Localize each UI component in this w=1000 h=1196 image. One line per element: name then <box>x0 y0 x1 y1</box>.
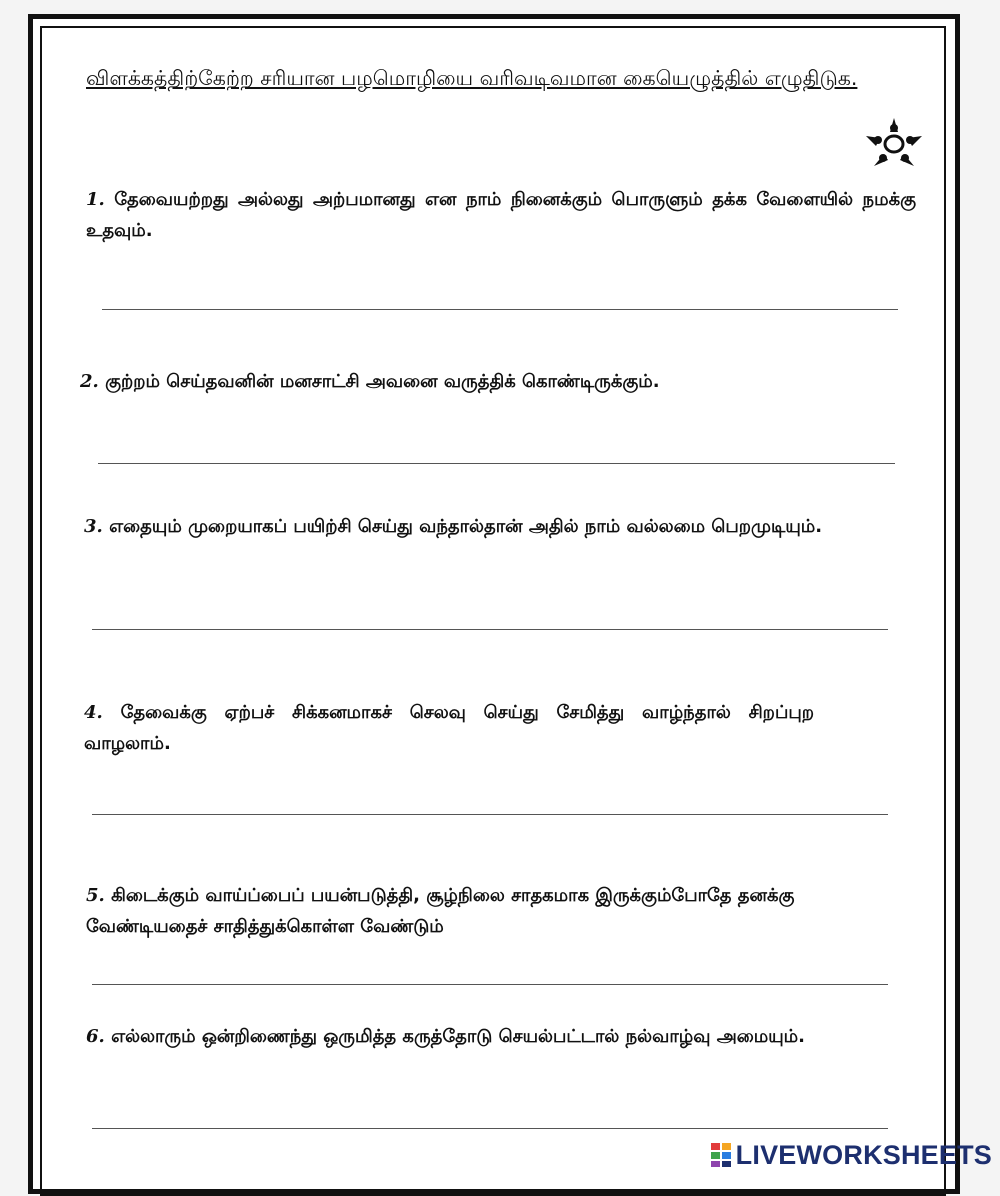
question-1 <box>86 184 916 246</box>
question-4 <box>84 697 814 759</box>
liveworksheets-logo-icon <box>710 1142 732 1168</box>
question-number: 3. <box>84 516 103 537</box>
liveworksheets-brand <box>710 1138 992 1172</box>
answer-line-2[interactable] <box>98 463 895 464</box>
answer-line-1[interactable] <box>102 309 898 310</box>
question-5 <box>86 880 916 942</box>
question-text: தேவைக்கு ஏற்பச் சிக்கனமாகச் செலவு செய்து சேமித்து வாழ்ந்தால் சிறப்புற வாழலாம். <box>84 702 814 754</box>
question-number: 4. <box>84 702 103 723</box>
answer-line-4[interactable] <box>92 814 888 815</box>
question-text: குற்றம் செய்தவனின் மனசாட்சி அவனை வருத்திக் கொண்டிருக்கும். <box>105 371 660 392</box>
question-number: 2. <box>80 371 99 392</box>
question-number: 5. <box>86 885 105 906</box>
answer-line-5[interactable] <box>92 984 888 985</box>
answer-line-6[interactable] <box>92 1128 888 1129</box>
question-number: 1. <box>86 189 105 210</box>
question-2 <box>80 366 910 397</box>
question-text: எல்லாரும் ஒன்றிணைந்து ஒருமித்த கருத்தோடு செயல்பட்டால் நல்வாழ்வு அமையும். <box>111 1026 805 1047</box>
question-6 <box>86 1021 816 1052</box>
worksheet-heading: விளக்கத்திற்கேற்ற சரியான பழமொழியை வரிவடிவமான கையெழுத்தில் எழுதிடுக. <box>86 66 858 90</box>
question-number: 6. <box>86 1026 105 1047</box>
brand-name: LIVEWORKSHEETS <box>735 1139 992 1170</box>
hands-star-icon <box>866 118 922 168</box>
question-text: கிடைக்கும் வாய்ப்பைப் பயன்படுத்தி, சூழ்நிலை சாதகமாக இருக்கும்போதே தனக்கு வேண்டியதைச் சாதித்துக்கொள்ள வேண்டும் <box>86 885 795 937</box>
question-text: எதையும் முறையாகப் பயிற்சி செய்து வந்தால்தான் அதில் நாம் வல்லமை பெறமுடியும். <box>109 516 823 537</box>
question-3 <box>84 511 908 542</box>
question-text: தேவையற்றது அல்லது அற்பமானது என நாம் நினைக்கும் பொருளும் தக்க வேளையில் நமக்கு உதவும். <box>86 189 916 241</box>
answer-line-3[interactable] <box>92 629 888 630</box>
